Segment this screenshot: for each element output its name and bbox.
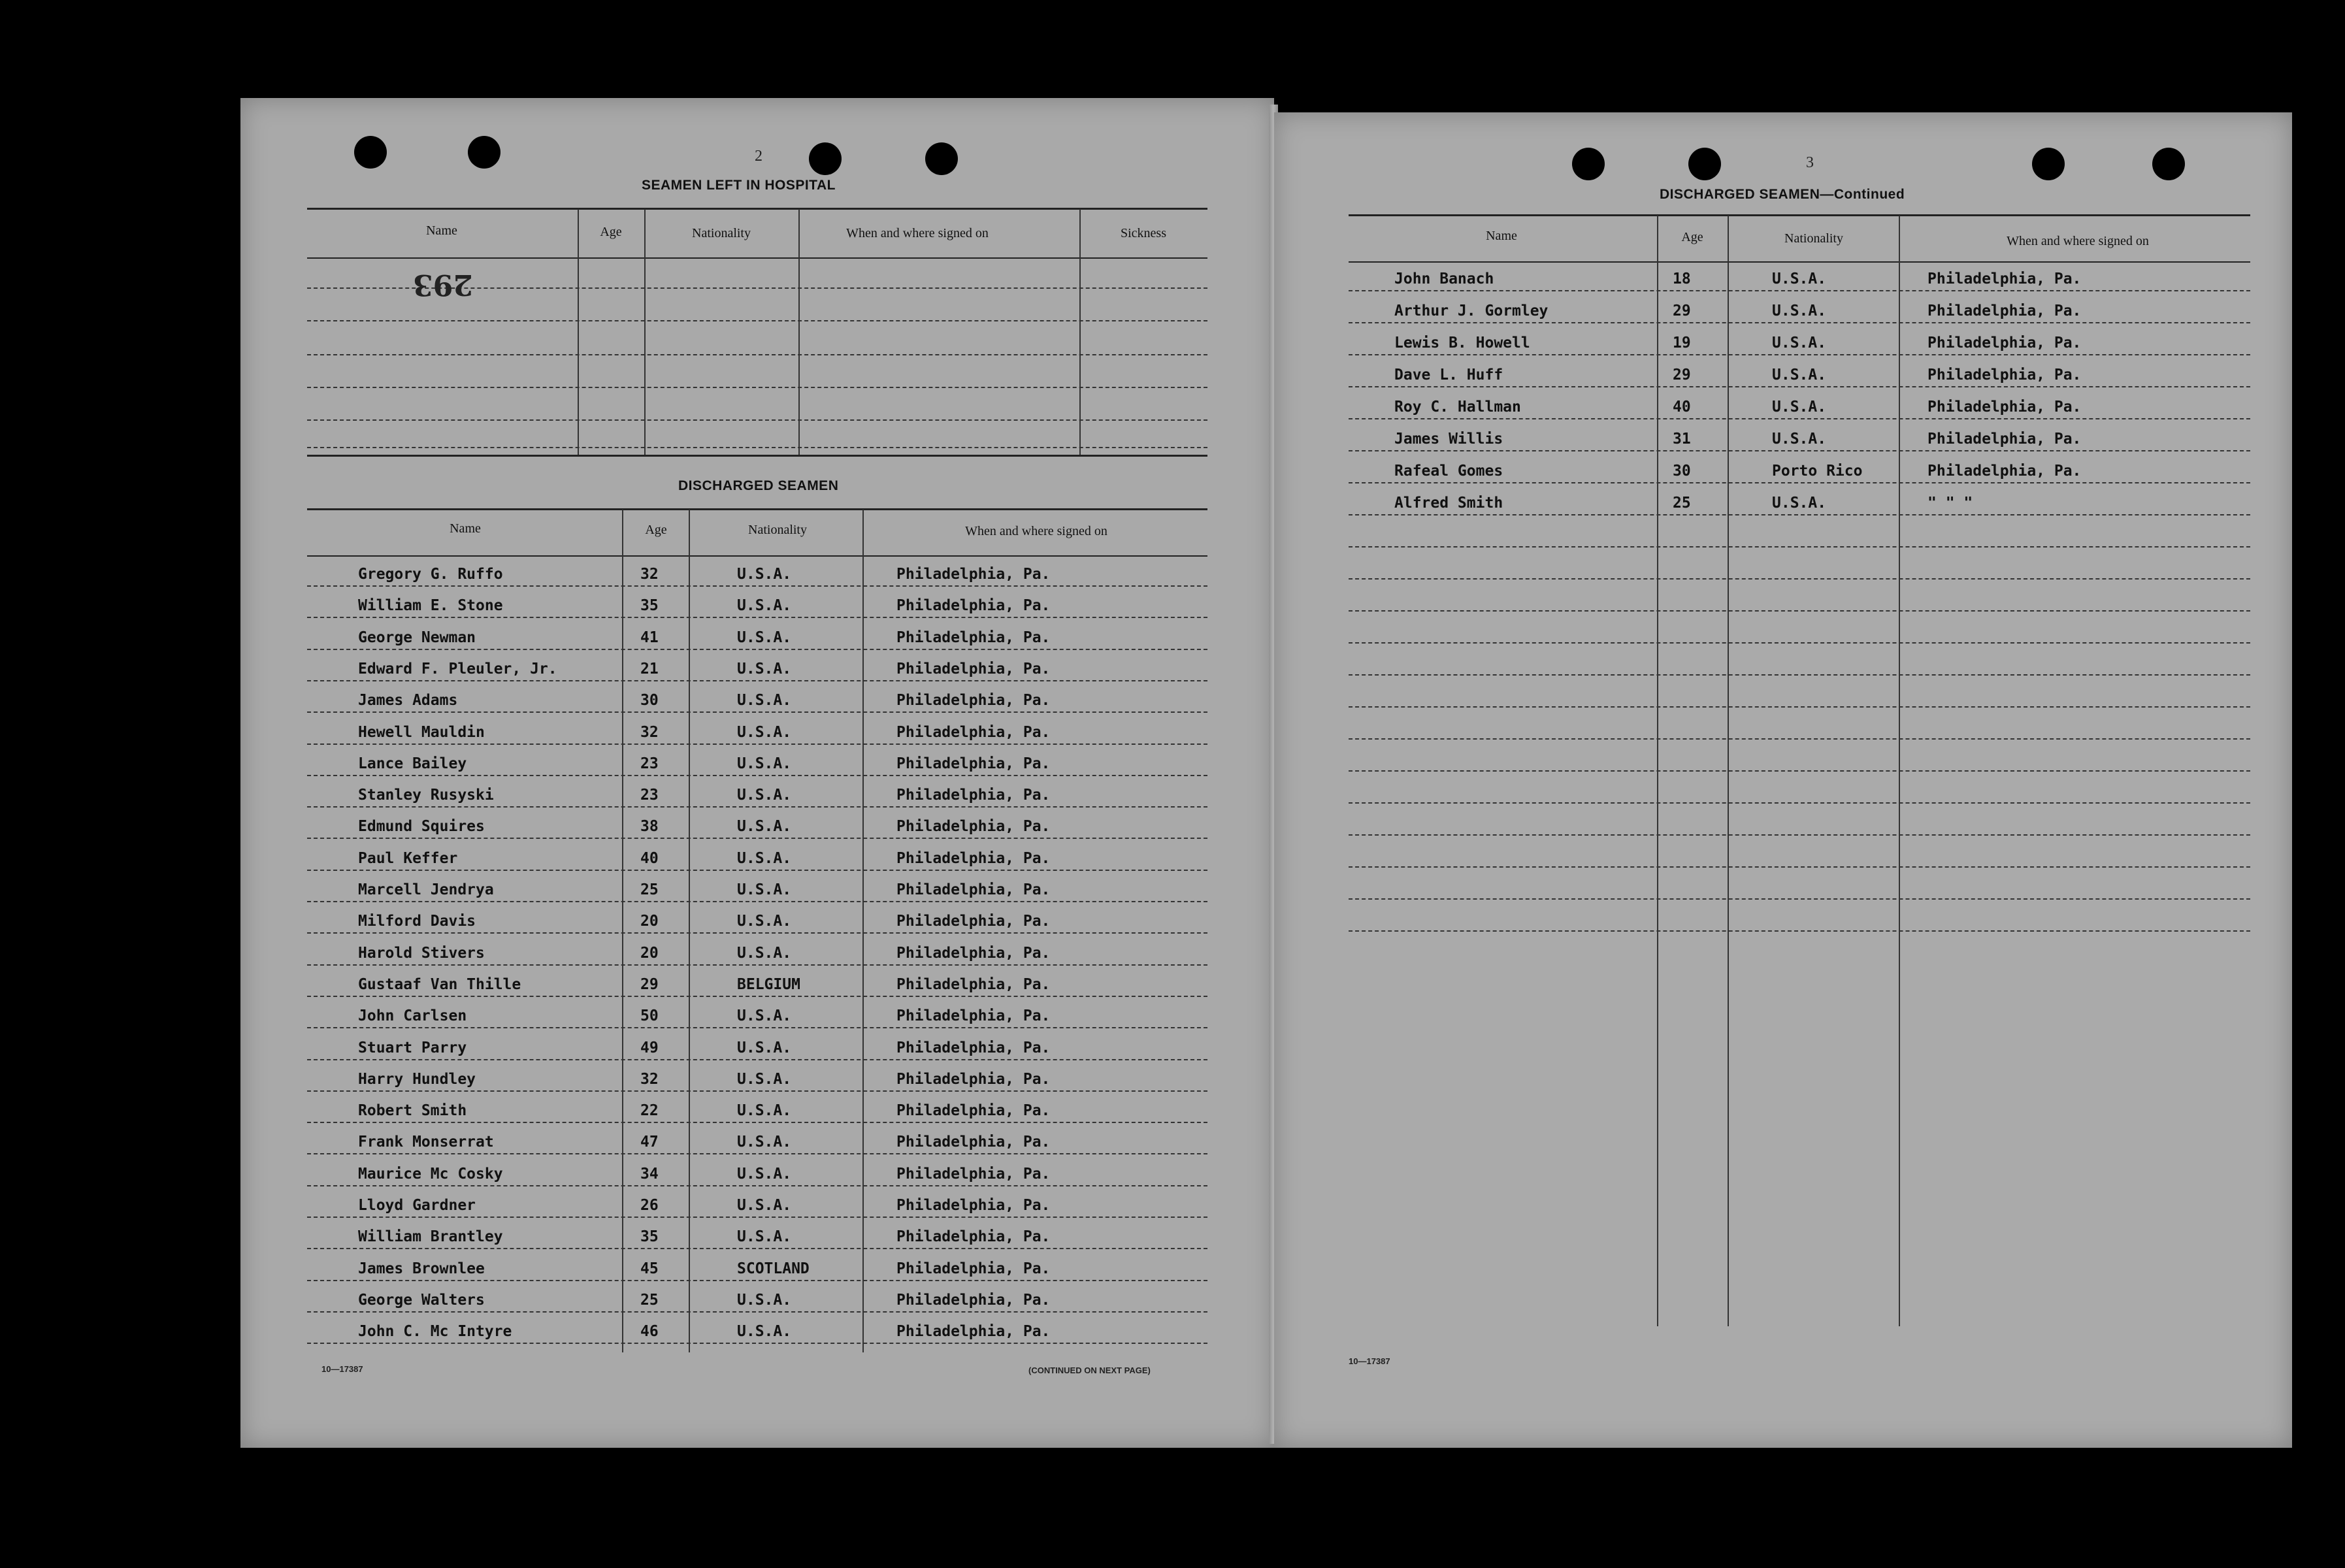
- row-rule: [307, 996, 1207, 997]
- cell-nationality: U.S.A.: [737, 1039, 792, 1056]
- cell-name: Stuart Parry: [358, 1039, 467, 1056]
- cell-nationality: U.S.A.: [737, 1070, 792, 1088]
- cell-nationality: U.S.A.: [1772, 367, 1827, 384]
- cell-nationality: U.S.A.: [1772, 399, 1827, 416]
- row-rule: [307, 806, 1207, 808]
- row-rule: [307, 1153, 1207, 1154]
- cell-nationality: SCOTLAND: [737, 1260, 810, 1277]
- column-header: When and where signed on: [965, 524, 1107, 538]
- cell-signed-on: Philadelphia, Pa.: [1927, 302, 2082, 319]
- row-rule: [1349, 322, 2250, 323]
- row-rule: [307, 901, 1207, 902]
- cell-age: 46: [640, 1323, 659, 1341]
- cell-name: Robert Smith: [358, 1102, 467, 1120]
- column-header: Nationality: [692, 226, 751, 240]
- cell-signed-on: Philadelphia, Pa.: [1927, 270, 2082, 287]
- cell-signed-on: Philadelphia, Pa.: [896, 818, 1051, 836]
- cell-signed-on: " " ": [1927, 495, 1973, 512]
- column-header: Age: [600, 225, 622, 239]
- cell-age: 47: [640, 1134, 659, 1151]
- cell-signed-on: Philadelphia, Pa.: [896, 692, 1051, 710]
- row-rule: [307, 711, 1207, 713]
- row-rule: [1349, 546, 2250, 547]
- cell-signed-on: Philadelphia, Pa.: [896, 1197, 1051, 1214]
- row-rule: [1349, 578, 2250, 580]
- cell-name: Marcell Jendrya: [358, 881, 494, 898]
- cell-nationality: U.S.A.: [1772, 335, 1827, 351]
- cell-age: 50: [640, 1007, 659, 1025]
- cell-age: 38: [640, 818, 659, 836]
- form-number: 10—17387: [1349, 1356, 1390, 1366]
- row-rule: [307, 1059, 1207, 1060]
- cell-nationality: U.S.A.: [737, 692, 792, 710]
- cell-signed-on: Philadelphia, Pa.: [896, 1228, 1051, 1246]
- cell-nationality: BELGIUM: [737, 975, 800, 993]
- row-rule: [1349, 802, 2250, 804]
- cell-name: James Willis: [1394, 431, 1503, 448]
- row-rule: [1349, 514, 2250, 515]
- column-header: Age: [1681, 230, 1703, 244]
- cell-age: 34: [640, 1165, 659, 1183]
- cell-name: Harry Hundley: [358, 1070, 476, 1088]
- cell-name: Maurice Mc Cosky: [358, 1165, 503, 1183]
- row-rule: [307, 1027, 1207, 1028]
- cell-nationality: U.S.A.: [737, 723, 792, 741]
- cell-nationality: U.S.A.: [737, 1102, 792, 1120]
- punch-hole: [1572, 148, 1605, 180]
- cell-signed-on: Philadelphia, Pa.: [896, 1165, 1051, 1183]
- row-rule: [307, 1311, 1207, 1313]
- cell-age: 32: [640, 1070, 659, 1088]
- cell-age: 29: [1673, 302, 1691, 319]
- handwritten-number: [413, 268, 473, 301]
- cell-name: Harold Stivers: [358, 944, 485, 962]
- cell-signed-on: Philadelphia, Pa.: [896, 881, 1051, 898]
- row-rule: [307, 617, 1207, 618]
- cell-nationality: U.S.A.: [737, 944, 792, 962]
- cell-signed-on: Philadelphia, Pa.: [896, 660, 1051, 678]
- cell-nationality: U.S.A.: [737, 660, 792, 678]
- cell-name: Gregory G. Ruffo: [358, 566, 503, 583]
- cell-signed-on: Philadelphia, Pa.: [896, 913, 1051, 930]
- cell-nationality: U.S.A.: [1772, 270, 1827, 287]
- row-rule: [1349, 706, 2250, 708]
- row-rule: [307, 775, 1207, 776]
- row-rule: [307, 838, 1207, 839]
- cell-name: Lance Bailey: [358, 755, 467, 772]
- row-rule: [307, 1090, 1207, 1092]
- row-rule: [1349, 930, 2250, 932]
- cell-age: 32: [640, 723, 659, 741]
- cell-name: John Banach: [1394, 270, 1494, 287]
- cell-age: 30: [640, 692, 659, 710]
- cell-nationality: U.S.A.: [737, 755, 792, 772]
- row-rule: [1349, 290, 2250, 291]
- cell-nationality: U.S.A.: [737, 849, 792, 867]
- cell-nationality: U.S.A.: [737, 1291, 792, 1309]
- cell-age: 20: [640, 913, 659, 930]
- row-rule: [307, 1122, 1207, 1123]
- cell-age: 29: [1673, 367, 1691, 384]
- cell-nationality: U.S.A.: [1772, 431, 1827, 448]
- cell-age: 21: [640, 660, 659, 678]
- cell-signed-on: Philadelphia, Pa.: [896, 755, 1051, 772]
- row-rule: [307, 680, 1207, 681]
- cell-age: 23: [640, 787, 659, 804]
- cell-signed-on: Philadelphia, Pa.: [896, 975, 1051, 993]
- cell-nationality: U.S.A.: [737, 629, 792, 646]
- cell-age: 30: [1673, 463, 1691, 480]
- cell-age: 25: [640, 1291, 659, 1309]
- cell-nationality: U.S.A.: [737, 1323, 792, 1341]
- cell-signed-on: Philadelphia, Pa.: [1927, 431, 2082, 448]
- cell-age: 49: [640, 1039, 659, 1056]
- cell-age: 41: [640, 629, 659, 646]
- row-rule: [307, 1217, 1207, 1218]
- cell-name: Lewis B. Howell: [1394, 335, 1530, 351]
- cell-age: 22: [640, 1102, 659, 1120]
- row-rule: [307, 1185, 1207, 1186]
- cell-signed-on: Philadelphia, Pa.: [1927, 367, 2082, 384]
- column-header: Name: [1486, 229, 1517, 243]
- cell-name: Lloyd Gardner: [358, 1197, 476, 1214]
- row-rule: [1349, 834, 2250, 836]
- cell-signed-on: Philadelphia, Pa.: [1927, 463, 2082, 480]
- cell-nationality: U.S.A.: [737, 566, 792, 583]
- cell-signed-on: Philadelphia, Pa.: [896, 944, 1051, 962]
- cell-name: Frank Monserrat: [358, 1134, 494, 1151]
- row-rule: [307, 964, 1207, 966]
- cell-age: 45: [640, 1260, 659, 1277]
- punch-hole: [925, 142, 958, 175]
- cell-signed-on: Philadelphia, Pa.: [896, 787, 1051, 804]
- cell-signed-on: Philadelphia, Pa.: [1927, 335, 2082, 351]
- row-rule: [1349, 354, 2250, 355]
- cell-age: 18: [1673, 270, 1691, 287]
- cell-nationality: U.S.A.: [737, 881, 792, 898]
- row-rule: [1349, 418, 2250, 419]
- continued-note: (CONTINUED ON NEXT PAGE): [1028, 1365, 1151, 1375]
- cell-name: Rafeal Gomes: [1394, 463, 1503, 480]
- cell-age: 35: [640, 1228, 659, 1246]
- cell-age: 25: [640, 881, 659, 898]
- row-rule: [1349, 642, 2250, 644]
- punch-hole: [354, 136, 387, 169]
- cell-name: James Adams: [358, 692, 458, 710]
- cell-name: Roy C. Hallman: [1394, 399, 1521, 416]
- row-rule: [307, 649, 1207, 650]
- cell-age: 20: [640, 944, 659, 962]
- cell-age: 25: [1673, 495, 1691, 512]
- cell-age: 35: [640, 597, 659, 615]
- handwritten-number-text: 293: [413, 268, 473, 301]
- cell-name: Edward F. Pleuler, Jr.: [358, 660, 557, 678]
- row-rule: [1349, 898, 2250, 900]
- column-header: Name: [450, 521, 481, 536]
- cell-age: 40: [640, 849, 659, 867]
- cell-signed-on: Philadelphia, Pa.: [896, 723, 1051, 741]
- row-rule: [1349, 450, 2250, 451]
- cell-name: Stanley Rusyski: [358, 787, 494, 804]
- cell-signed-on: Philadelphia, Pa.: [896, 1070, 1051, 1088]
- cell-age: 31: [1673, 431, 1691, 448]
- cell-signed-on: Philadelphia, Pa.: [896, 1323, 1051, 1341]
- row-rule: [307, 1248, 1207, 1249]
- cell-name: Milford Davis: [358, 913, 476, 930]
- cell-nationality: U.S.A.: [737, 818, 792, 836]
- column-header: Sickness: [1121, 226, 1166, 240]
- cell-nationality: U.S.A.: [737, 787, 792, 804]
- punch-hole: [2152, 148, 2185, 180]
- cell-signed-on: Philadelphia, Pa.: [896, 597, 1051, 615]
- cell-name: William E. Stone: [358, 597, 503, 615]
- row-rule: [307, 1280, 1207, 1281]
- cell-signed-on: Philadelphia, Pa.: [896, 1102, 1051, 1120]
- cell-signed-on: Philadelphia, Pa.: [896, 1291, 1051, 1309]
- cell-name: Arthur J. Gormley: [1394, 302, 1549, 319]
- discharged-section-title: DISCHARGED SEAMEN: [678, 478, 839, 493]
- cell-signed-on: Philadelphia, Pa.: [896, 1039, 1051, 1056]
- cell-age: 29: [640, 975, 659, 993]
- cell-signed-on: Philadelphia, Pa.: [896, 629, 1051, 646]
- column-header: When and where signed on: [846, 226, 989, 240]
- cell-nationality: U.S.A.: [1772, 302, 1827, 319]
- cell-nationality: U.S.A.: [1772, 495, 1827, 512]
- row-rule: [307, 870, 1207, 871]
- punch-hole: [468, 136, 500, 169]
- punch-hole: [809, 142, 842, 175]
- cell-name: Dave L. Huff: [1394, 367, 1503, 384]
- column-header: When and where signed on: [2007, 234, 2149, 248]
- cell-signed-on: Philadelphia, Pa.: [896, 849, 1051, 867]
- row-rule: [1349, 674, 2250, 676]
- cell-signed-on: Philadelphia, Pa.: [896, 1260, 1051, 1277]
- cell-nationality: U.S.A.: [737, 913, 792, 930]
- cell-signed-on: Philadelphia, Pa.: [896, 566, 1051, 583]
- row-rule: [307, 743, 1207, 745]
- hospital-section-title: SEAMEN LEFT IN HOSPITAL: [642, 178, 836, 193]
- row-rule: [1349, 738, 2250, 740]
- bleed-through-text: [366, 176, 372, 207]
- cell-signed-on: Philadelphia, Pa.: [1927, 399, 2082, 416]
- row-rule: [1349, 610, 2250, 612]
- page-number: 3: [1806, 154, 1814, 171]
- row-rule: [307, 1343, 1207, 1344]
- cell-name: George Walters: [358, 1291, 485, 1309]
- discharged-continued-title: DISCHARGED SEAMEN—Continued: [1660, 187, 1905, 202]
- cell-age: 26: [640, 1197, 659, 1214]
- cell-name: Gustaaf Van Thille: [358, 975, 521, 993]
- column-header: Nationality: [1784, 231, 1843, 246]
- cell-nationality: Porto Rico: [1772, 463, 1863, 480]
- cell-name: Hewell Mauldin: [358, 723, 485, 741]
- row-rule: [1349, 866, 2250, 868]
- punch-hole: [1688, 148, 1721, 180]
- cell-nationality: U.S.A.: [737, 1134, 792, 1151]
- cell-age: 40: [1673, 399, 1691, 416]
- cell-nationality: U.S.A.: [737, 1165, 792, 1183]
- form-number: 10—17387: [321, 1364, 363, 1374]
- column-header: Nationality: [748, 523, 807, 537]
- column-header: Name: [426, 223, 457, 238]
- cell-nationality: U.S.A.: [737, 1228, 792, 1246]
- row-rule: [1349, 482, 2250, 483]
- cell-name: James Brownlee: [358, 1260, 485, 1277]
- row-rule: [307, 932, 1207, 934]
- cell-age: 23: [640, 755, 659, 772]
- cell-nationality: U.S.A.: [737, 597, 792, 615]
- cell-age: 32: [640, 566, 659, 583]
- cell-name: Paul Keffer: [358, 849, 458, 867]
- column-header: Age: [645, 523, 667, 537]
- cell-name: Edmund Squires: [358, 818, 485, 836]
- row-rule: [307, 585, 1207, 587]
- cell-name: George Newman: [358, 629, 476, 646]
- row-rule: [1349, 770, 2250, 772]
- cell-nationality: U.S.A.: [737, 1197, 792, 1214]
- cell-name: John C. Mc Intyre: [358, 1323, 512, 1341]
- cell-signed-on: Philadelphia, Pa.: [896, 1134, 1051, 1151]
- row-rule: [1349, 386, 2250, 387]
- page-number: 2: [755, 148, 763, 165]
- cell-signed-on: Philadelphia, Pa.: [896, 1007, 1051, 1025]
- cell-name: William Brantley: [358, 1228, 503, 1246]
- cell-name: John Carlsen: [358, 1007, 467, 1025]
- cell-nationality: U.S.A.: [737, 1007, 792, 1025]
- cell-age: 19: [1673, 335, 1691, 351]
- cell-name: Alfred Smith: [1394, 495, 1503, 512]
- punch-hole: [2032, 148, 2065, 180]
